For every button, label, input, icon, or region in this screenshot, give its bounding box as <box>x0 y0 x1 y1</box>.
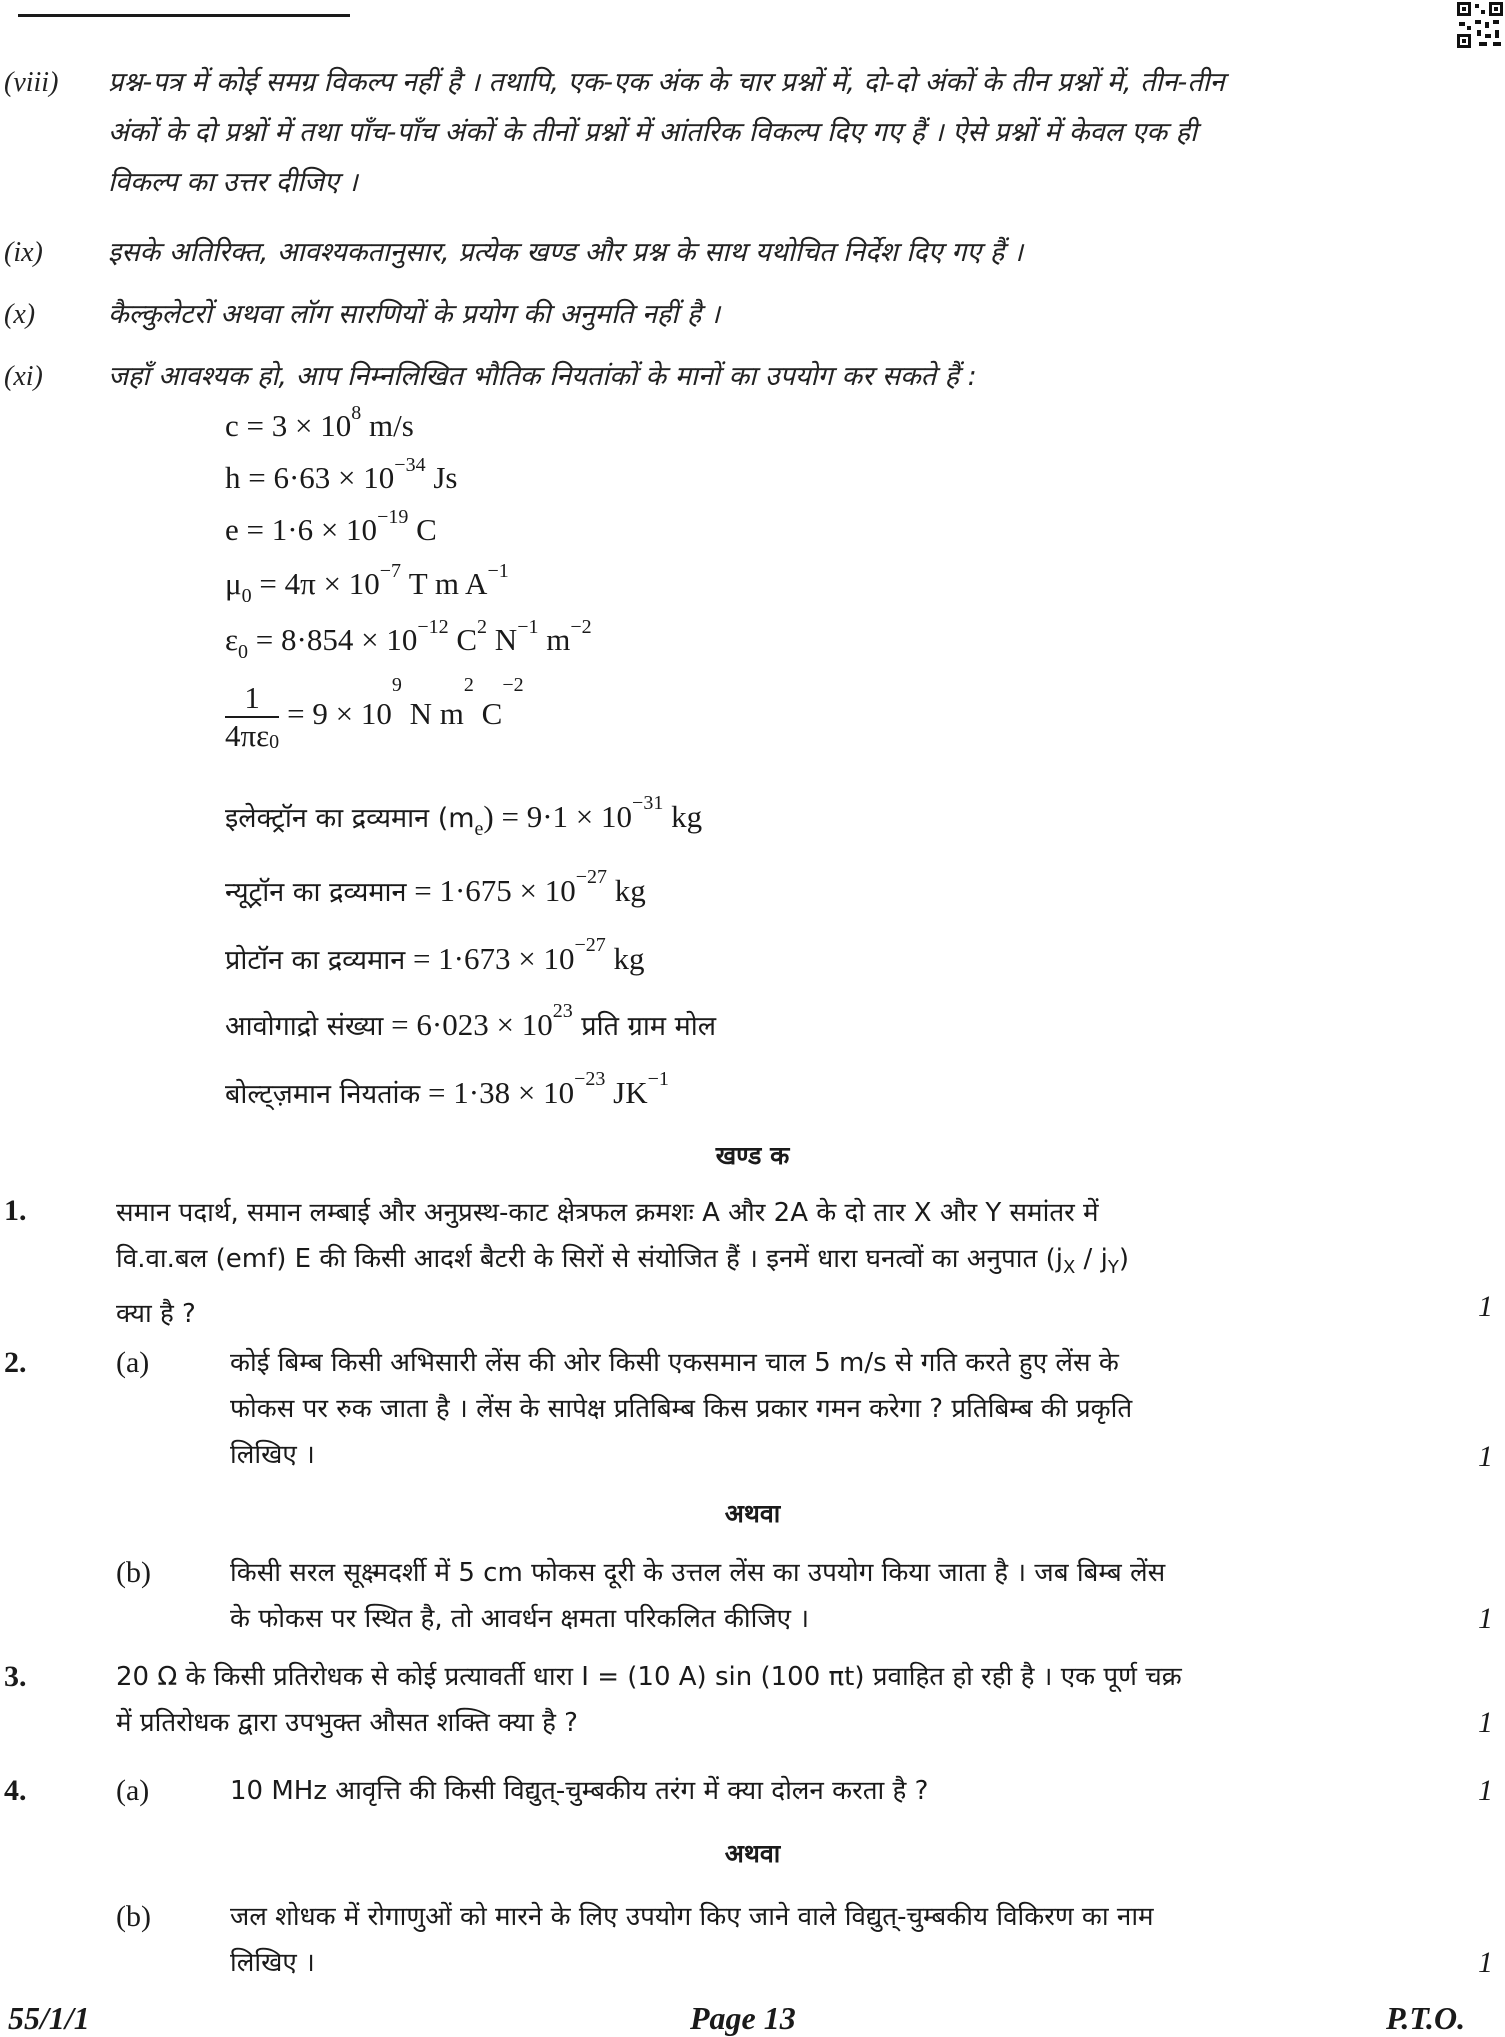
constant-electron-mass: इलेक्ट्रॉन का द्रव्यमान $(m_e) = 9\cdot 1 \times 10^{-31}$ kg <box>225 792 703 840</box>
question-4b-marks: 1 <box>1478 1946 1493 1979</box>
constant-neutron-mass: न्यूट्रॉन का द्रव्यमान = $1\cdot 675 \times 10^{-27}$ kg <box>225 866 646 908</box>
constant-epsilon0: $\varepsilon_0 = 8\cdot 854 \times 10^{-12}$ $C^2$ $N^{-1}$ $m^{-2}$ <box>225 616 592 663</box>
question-4a-text: 10 MHz आवृत्ति की किसी विद्युत्-चुम्बकीय तरंग में क्या दोलन करता है ? <box>230 1776 929 1806</box>
question-3-marks: 1 <box>1478 1706 1493 1739</box>
question-number-3: 3. <box>4 1660 27 1693</box>
page-number: Page 13 <box>690 2000 796 2036</box>
question-2b-label: (b) <box>116 1556 151 1589</box>
or-label-q2: अथवा <box>724 1499 781 1528</box>
question-number-2: 2. <box>4 1346 27 1379</box>
top-rule <box>18 14 350 17</box>
section-title: खण्ड क <box>715 1141 790 1170</box>
constant-coulomb: $\frac{1}{4\pi\varepsilon_0}$ = $9 \times 10^9$ N $m^2$ $C^{-2}$ <box>225 674 524 753</box>
constant-boltzmann: बोल्ट्ज़मान नियतांक = $1\cdot 38 \times 10^{-23}$ $JK^{-1}$ <box>225 1068 669 1110</box>
question-number-1: 1. <box>4 1194 27 1227</box>
constant-h: $h = 6\cdot 63 \times 10^{-34}$ Js <box>225 454 458 495</box>
constant-avogadro: आवोगाद्रो संख्या = $6\cdot 023 \times 10^{23}$ प्रति ग्राम मोल <box>225 1000 717 1042</box>
question-2b-marks: 1 <box>1478 1602 1493 1635</box>
question-3-text: 20 Ω के किसी प्रतिरोधक से कोई प्रत्यावर्ती धारा I = (10 A) sin (100 πt) प्रवाहित हो रही है । एक पूर्ण चक्र में प्रतिरोधक द्वारा उपभुक्त औसत शक्ति क्या है ? <box>116 1662 1182 1738</box>
constant-mu0: $\mu_0 = 4\pi \times 10^{-7}$ T m $A^{-1}$ <box>225 560 509 607</box>
question-2a-label: (a) <box>116 1346 150 1379</box>
constant-e: $e = 1\cdot 6 \times 10^{-19}$ C <box>225 506 437 547</box>
question-1-text: समान पदार्थ, समान लम्बाई और अनुप्रस्थ-काट क्षेत्रफल क्रमशः A और 2A के दो तार X और Y समांतर में वि.वा.बल (emf) E की किसी आदर्श बैटरी के सिरों से संयोजित हैं । इनमें धारा घनत्वों का अनुपात $(j_X / j_Y)$ क्या है ? <box>116 1198 1129 1330</box>
question-2b-text: किसी सरल सूक्ष्मदर्शी में 5 cm फोकस दूरी के उत्तल लेंस का उपयोग किया जाता है । जब बिम्ब लेंस के फोकस पर स्थित है, तो आवर्धन क्षमता परिकलित कीजिए । <box>230 1558 1166 1634</box>
paper-code: 55/1/1 <box>8 2000 90 2036</box>
constant-proton-mass: प्रोटॉन का द्रव्यमान = $1\cdot 673 \times 10^{-27}$ kg <box>225 934 645 976</box>
question-1-marks: 1 <box>1478 1290 1493 1323</box>
question-4a-marks: 1 <box>1478 1774 1493 1807</box>
or-label-q4: अथवा <box>724 1839 781 1868</box>
qr-code-icon <box>1455 0 1505 50</box>
coulomb-fraction: $\frac{1}{4\pi\varepsilon_0}$ <box>225 680 280 753</box>
question-2a-marks: 1 <box>1478 1440 1493 1473</box>
constant-c: $c = 3 \times 10^8$ m/s <box>225 402 414 443</box>
question-number-4: 4. <box>4 1774 27 1807</box>
question-4b-text: जल शोधक में रोगाणुओं को मारने के लिए उपयोग किए जाने वाले विद्युत्-चुम्बकीय विकिरण का नाम लिखिए । <box>230 1902 1154 1978</box>
question-4b-label: (b) <box>116 1900 151 1933</box>
pto-label: P.T.O. <box>1386 2000 1466 2036</box>
question-4a-label: (a) <box>116 1774 150 1807</box>
question-2a-text: कोई बिम्ब किसी अभिसारी लेंस की ओर किसी एकसमान चाल 5 m/s से गति करते हुए लेंस के फोकस पर रुक जाता है । लेंस के सापेक्ष प्रतिबिम्ब किस प्रकार गमन करेगा ? प्रतिबिम्ब की प्रकृति लिखिए । <box>230 1348 1133 1470</box>
